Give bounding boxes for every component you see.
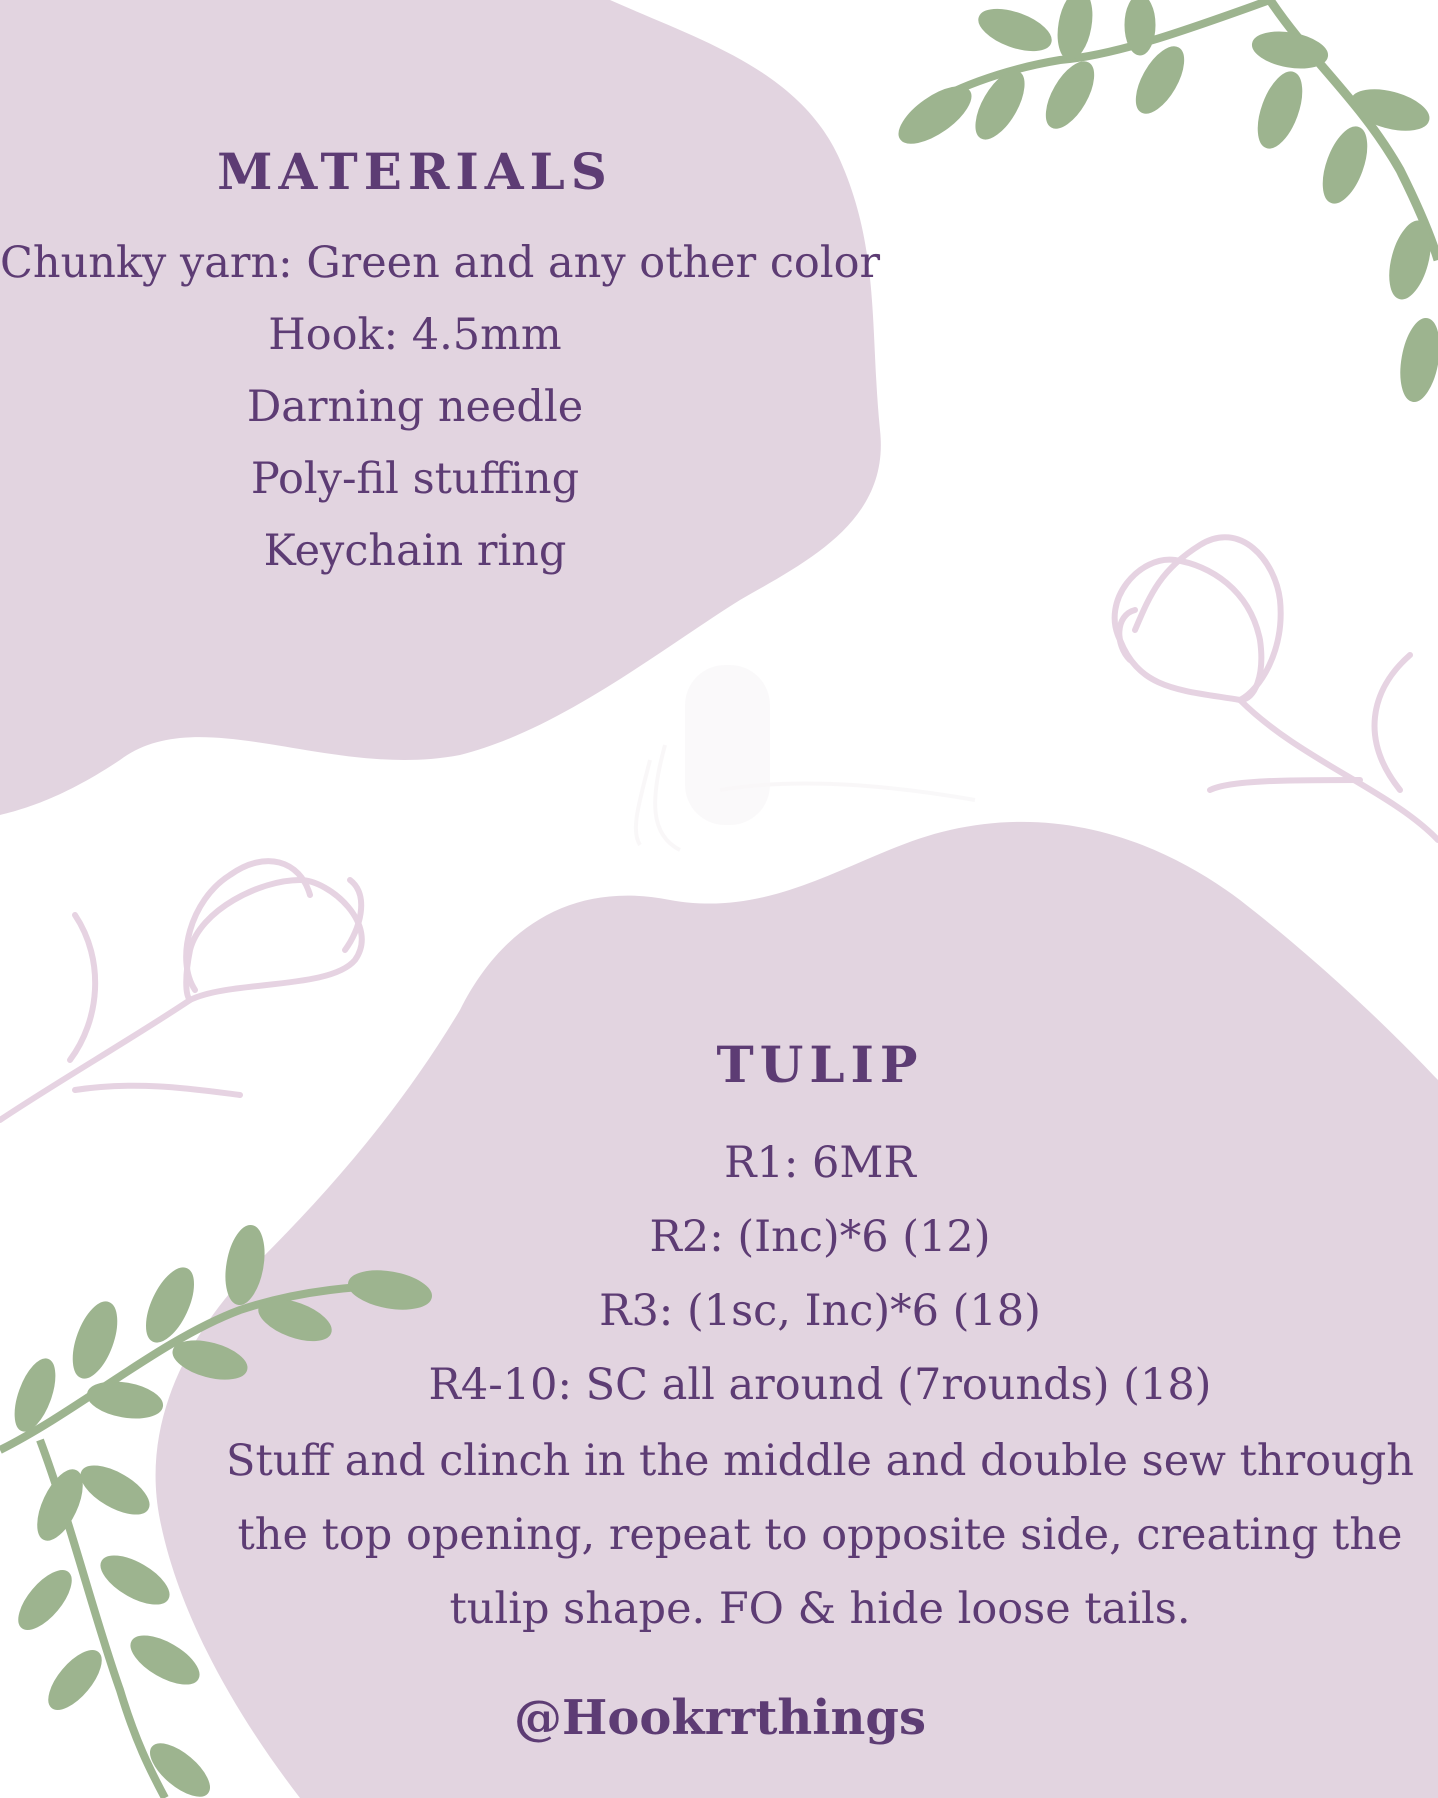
materials-item: Keychain ring (263, 526, 567, 576)
tulip-instruction: tulip shape. FO & hide loose tails. (449, 1584, 1191, 1634)
tulip-instruction: Stuff and clinch in the middle and double sew through (226, 1436, 1414, 1486)
tulip-heading: TULIP (716, 1035, 924, 1094)
tulip-instruction: the top opening, repeat to opposite side, creating the (237, 1510, 1403, 1560)
materials-item: Hook: 4.5mm (268, 310, 562, 360)
tulip-row: R2: (Inc)*6 (12) (649, 1212, 991, 1262)
social-handle: @Hookrrthings (513, 1690, 926, 1746)
tulip-outline-right (1115, 537, 1438, 840)
materials-heading: MATERIALS (217, 142, 613, 201)
materials-item: Darning needle (246, 382, 584, 432)
leaf-sprig-top-right (890, 0, 1438, 404)
tulip-row: R3: (1sc, Inc)*6 (18) (599, 1286, 1041, 1336)
materials-item: Chunky yarn: Green and any other color (0, 238, 881, 288)
materials-item: Poly-fil stuffing (250, 454, 580, 504)
tulip-row: R1: 6MR (724, 1138, 916, 1188)
watermark (636, 665, 975, 850)
tulip-row: R4-10: SC all around (7rounds) (18) (428, 1360, 1212, 1410)
